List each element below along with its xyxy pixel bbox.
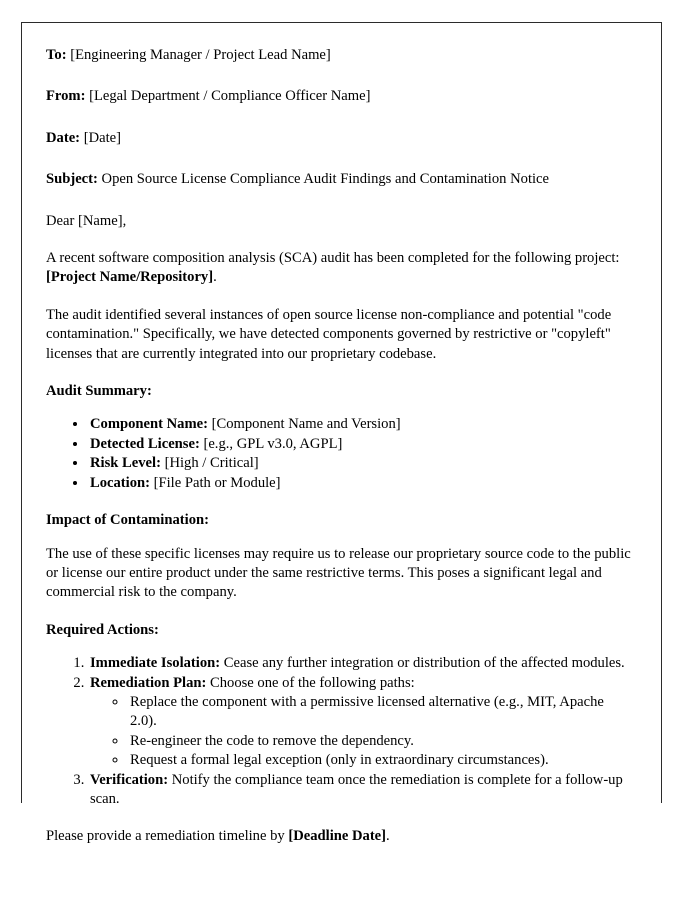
field-date-label: Date: bbox=[46, 129, 81, 146]
field-subject bbox=[46, 170, 632, 189]
closing-text-after: . bbox=[386, 828, 390, 845]
field-subject-value: Open Source License Compliance Audit Findings and Contamination Notice bbox=[101, 171, 550, 188]
audit-item-value: [File Path or Module] bbox=[150, 474, 281, 491]
action-item-value: Choose one of the following paths: bbox=[206, 674, 415, 691]
required-actions-list bbox=[46, 654, 632, 809]
audit-item-label: Location: bbox=[90, 474, 150, 491]
impact-paragraph: The use of these specific licenses may require us to release our proprietary source code to the public or license our entire product under the same restrictive terms. This poses a significant legal and commercial risk to the company. bbox=[46, 545, 631, 601]
audit-summary-list bbox=[46, 415, 632, 493]
audit-item-value: [High / Critical] bbox=[160, 455, 259, 472]
remediation-options-list bbox=[90, 693, 632, 771]
field-date bbox=[46, 129, 632, 148]
field-from-label: From: bbox=[46, 88, 86, 105]
list-item: ◦ Re-engineer the code to remove the dependency. bbox=[128, 732, 632, 751]
field-to bbox=[46, 46, 632, 65]
action-item-label: Remediation Plan: bbox=[90, 674, 207, 691]
closing-line bbox=[46, 827, 632, 846]
project-name-placeholder: [Project Name/Repository] bbox=[46, 269, 214, 286]
action-item-value: Notify the compliance team once the remediation is complete for a follow-up scan. bbox=[90, 771, 623, 807]
audit-item-value: [Component Name and Version] bbox=[207, 416, 401, 433]
list-item bbox=[88, 771, 632, 810]
audit-item-value: [e.g., GPL v3.0, AGPL] bbox=[199, 435, 343, 452]
intro-paragraph bbox=[46, 249, 632, 288]
intro-text-after: . bbox=[213, 269, 217, 286]
audit-item-label: Detected License: bbox=[90, 435, 200, 452]
list-item bbox=[88, 674, 632, 771]
field-from bbox=[46, 87, 632, 106]
action-item-label: Immediate Isolation: bbox=[90, 655, 221, 672]
field-to-value: [Engineering Manager / Project Lead Name] bbox=[70, 47, 331, 63]
deadline-date-placeholder: [Deadline Date] bbox=[288, 828, 387, 845]
list-item bbox=[88, 474, 632, 493]
impact-heading: Impact of Contamination: bbox=[46, 512, 209, 529]
list-item bbox=[88, 435, 632, 454]
action-item-value: Cease any further integration or distribution of the affected modules. bbox=[220, 655, 625, 672]
field-subject-label: Subject: bbox=[46, 171, 98, 188]
salutation: Dear [Name], bbox=[46, 212, 127, 229]
document-body bbox=[46, 46, 632, 847]
field-date-value: [Date] bbox=[83, 129, 121, 146]
list-item: ◦ Request a formal legal exception (only in extraordinary circumstances). bbox=[128, 751, 632, 770]
audit-item-label: Component Name: bbox=[90, 416, 208, 433]
list-item bbox=[88, 454, 632, 473]
field-to-label: To: bbox=[46, 47, 67, 63]
finding-paragraph: The audit identified several instances of open source license non-compliance and potential "code contamination." Specifically, we have detected components governed by restrictive or "copyleft" licenses that are currently integrated into our proprietary codebase. bbox=[46, 306, 612, 362]
audit-item-label: Risk Level: bbox=[90, 455, 161, 472]
intro-text-before: A recent software composition analysis (SCA) audit has been completed for the following project: bbox=[46, 250, 620, 267]
action-item-label: Verification: bbox=[90, 771, 169, 788]
list-item: ◦ Replace the component with a permissive licensed alternative (e.g., MIT, Apache 2.0). bbox=[128, 693, 632, 732]
list-item bbox=[88, 415, 632, 434]
audit-summary-heading: Audit Summary: bbox=[46, 383, 152, 400]
required-actions-heading: Required Actions: bbox=[46, 621, 159, 638]
list-item bbox=[88, 654, 632, 673]
closing-text-before: Please provide a remediation timeline by bbox=[46, 828, 289, 845]
field-from-value: [Legal Department / Compliance Officer Name] bbox=[89, 88, 371, 105]
